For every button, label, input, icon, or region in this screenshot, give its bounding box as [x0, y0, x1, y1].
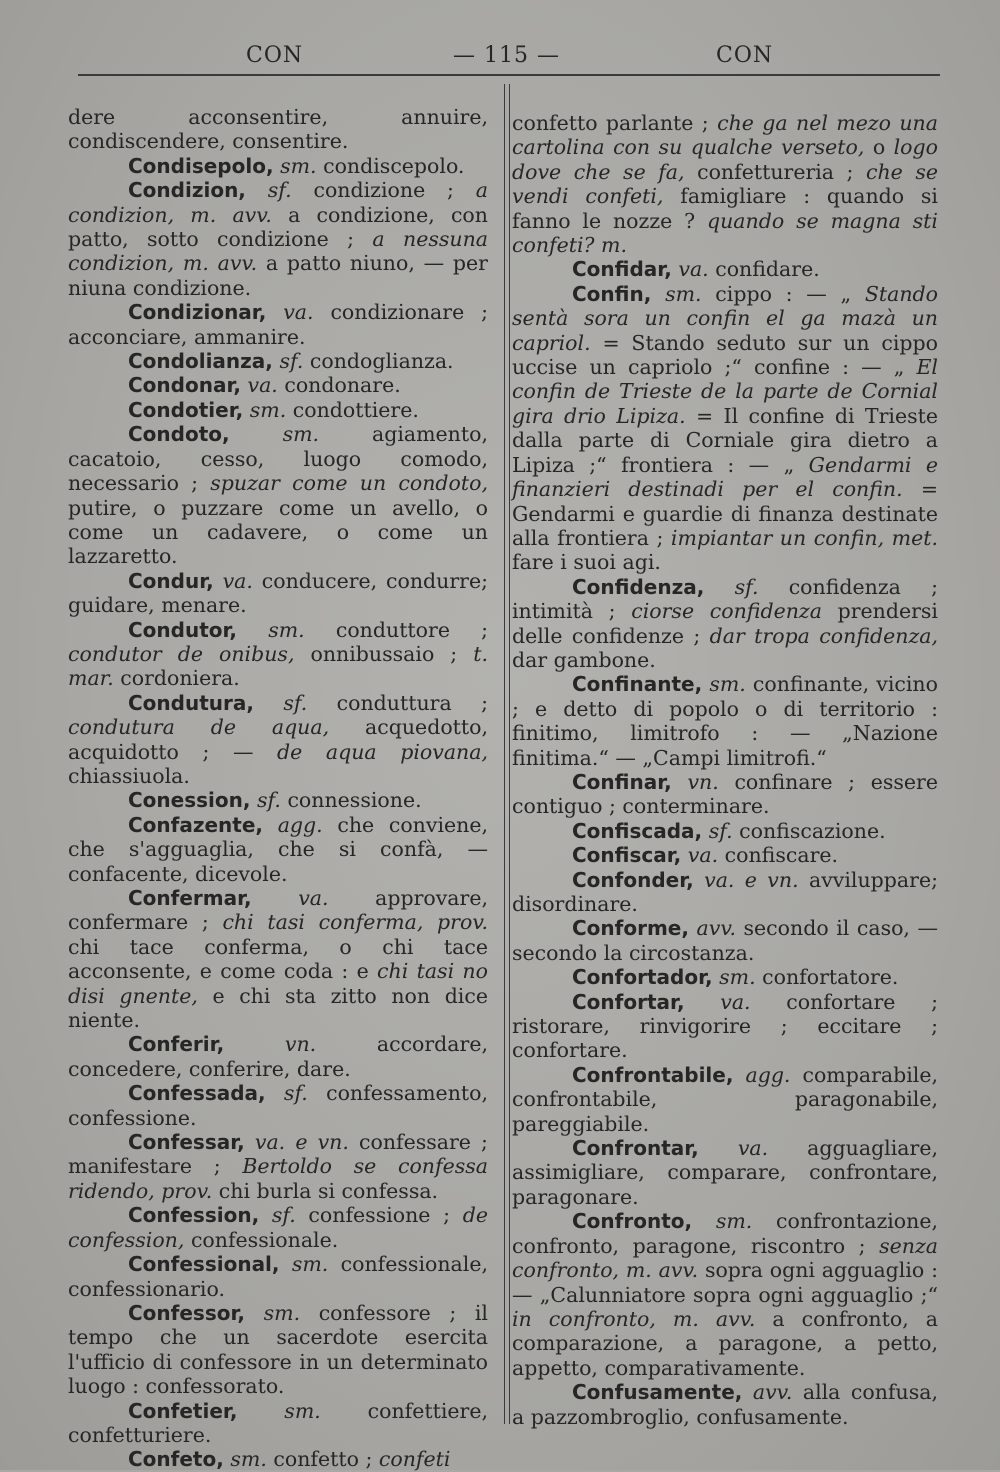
entry-headword: Confidenza, [572, 574, 705, 599]
entry-headword: Condizionar, [128, 300, 267, 325]
entry-definition: sopra ogni agguaglio : — „Calunniatore sopra ogni agguaglio ;“ [512, 1258, 938, 1307]
running-head-right: CON [716, 43, 774, 68]
entry-definition: confortatore. [762, 965, 899, 990]
entry-grammar: sf. [734, 574, 759, 599]
dictionary-entry [512, 575, 938, 673]
entry-example: impiantar un confin, met. [670, 525, 938, 550]
entry-example: che se vendi confeti, [512, 159, 938, 209]
entry-headword: Confonder, [572, 867, 694, 892]
entry-definition: dere acconsentire, annuire, condiscendere, consentire. [68, 105, 488, 154]
entry-grammar: vn. [284, 1032, 317, 1057]
entry-definition: agguagliare, assimigliare, comparare, confrontare, paragonare. [512, 1136, 938, 1209]
entry-grammar: sm. [230, 1447, 267, 1472]
entry-example: senza confronto, m. avv. [512, 1233, 938, 1283]
dictionary-entry [68, 886, 488, 1032]
entry-definition: approvare, confermare ; [68, 886, 488, 935]
entry-example: ciorse confidenza [631, 599, 822, 624]
entry-definition: confessionale, confessionario. [68, 1252, 488, 1301]
dictionary-entry [68, 691, 488, 789]
dictionary-entry [512, 819, 938, 843]
dictionary-entry [512, 965, 938, 989]
dictionary-entry [512, 1136, 938, 1209]
dictionary-entry [68, 349, 488, 373]
dictionary-entry [512, 1063, 938, 1136]
dictionary-entry [512, 1380, 938, 1429]
entry-headword: Condonar, [128, 373, 241, 398]
running-head-left: CON [246, 43, 304, 68]
entry-headword: Confessada, [128, 1081, 266, 1106]
entry-definition: condiscepolo. [323, 153, 465, 178]
entry-grammar: va. [283, 300, 314, 325]
entry-headword: Confinar, [572, 769, 672, 794]
entry-example: a nessuna condizion, m. avv. [68, 227, 488, 276]
entry-grammar: va. [222, 568, 253, 593]
dictionary-entry [68, 569, 488, 618]
entry-headword: Confermar, [128, 886, 252, 910]
entry-definition: che conviene, che s'agguaglia, che si confà, — confacente, dicevole. [68, 812, 488, 886]
entry-example: El confin de Trieste de la parte de Cornial gira drio Lipiza. [512, 355, 938, 428]
dictionary-entry [68, 398, 488, 422]
entry-headword: Confronto, [572, 1209, 693, 1234]
entry-definition: connessione. [287, 788, 422, 813]
entry-definition: confettureria ; [697, 159, 854, 184]
entry-grammar: sf. [708, 818, 733, 843]
dictionary-entry [68, 1203, 488, 1252]
entry-headword: Confessional, [128, 1252, 280, 1277]
entry-definition: conducere, condurre; guidare, menare. [68, 568, 488, 618]
entry-example: chi tasi no disi gnente, [68, 959, 488, 1008]
entry-headword: Confidar, [572, 257, 672, 282]
dictionary-entry [68, 422, 488, 568]
entry-definition: chiassiuola. [68, 763, 190, 788]
entry-headword: Confrontabile, [572, 1062, 734, 1087]
entry-grammar: agg. [277, 812, 323, 837]
entry-grammar: va. e vn. [704, 867, 799, 892]
entry-grammar: sf. [271, 1203, 296, 1228]
entry-grammar: sm. [709, 672, 746, 697]
entry-headword: Confinante, [572, 672, 703, 697]
entry-definition: conduttore ; [335, 617, 488, 642]
entry-definition: confessionale. [190, 1227, 339, 1252]
entry-example: confeti [378, 1447, 451, 1472]
entry-example: logo dove che se fa, [512, 135, 938, 184]
entry-example: Bertoldo se confessa ridendo, prov. [68, 1154, 488, 1203]
entry-example: dar tropa confidenza, [709, 623, 938, 648]
dictionary-entry [512, 868, 938, 917]
page-number: — 115 — [453, 43, 560, 68]
entry-definition: confrontazione, confronto, paragone, riscontro ; [512, 1209, 938, 1258]
dictionary-entry [68, 178, 488, 300]
entry-example: a condizion, m. avv. [68, 178, 488, 227]
entry-grammar: va. [678, 257, 709, 282]
entry-definition: avviluppare; disordinare. [512, 867, 938, 916]
dictionary-entry [68, 1081, 488, 1130]
entry-example: chi tasi conferma, prov. [222, 910, 488, 935]
entry-example: t. mar. [68, 641, 488, 691]
entry-definition: confessamento, confessione. [68, 1081, 488, 1130]
entry-definition: confessore ; il tempo che un sacerdote esercita l'ufficio di confessore in un determinato luogo : confessorato. [68, 1300, 488, 1399]
entry-definition: cordoniera. [120, 666, 240, 691]
entry-definition: confinare ; essere contiguo ; conterminare. [512, 769, 938, 819]
entry-grammar: sm. [291, 1252, 329, 1277]
entry-headword: Condizion, [128, 178, 246, 203]
entry-grammar: sf. [283, 690, 308, 715]
entry-headword: Confiscada, [572, 818, 703, 843]
entry-headword: Condutor, [128, 617, 238, 642]
dictionary-entry [512, 990, 938, 1063]
left-column [68, 105, 488, 1472]
entry-headword: Condolianza, [128, 349, 273, 374]
entry-definition: = Stando seduto sur un cippo uccise un capriolo ;“ confine : — „ [512, 330, 938, 380]
entry-headword: Conferir, [128, 1032, 225, 1057]
entry-grammar: avv. [696, 916, 736, 941]
dictionary-entry [68, 788, 488, 812]
entry-example: Gendarmi e finanzieri destinadi per el confin. [512, 452, 938, 502]
entry-headword: Confeto, [128, 1447, 224, 1472]
entry-definition: confetto parlante ; [512, 111, 709, 135]
entry-definition: confinante, vicino ; e detto di popolo o di territorio : finitimo, limitrofo : — „Nazione finitima.“ — „Campi limitrofi.“ [512, 672, 938, 770]
entry-definition: conduttura ; [336, 690, 488, 715]
entry-definition: confessione ; [308, 1203, 451, 1228]
entry-definition: confiscazione. [739, 818, 886, 843]
entry-example: de aqua piovana, [277, 739, 489, 764]
entry-definition: secondo il caso, — secondo la circostanza. [512, 916, 938, 965]
entry-grammar: sm. [719, 965, 756, 990]
dictionary-entry [68, 1032, 488, 1081]
entry-grammar: sf. [267, 178, 292, 203]
entry-headword: Confortador, [572, 965, 713, 990]
entry-definition: condonare. [284, 373, 401, 398]
entry-example: che ga nel mezo una cartolina con su qualche verseto, [512, 111, 938, 160]
entry-example: condutura de aqua, [68, 715, 330, 740]
dictionary-entry [68, 618, 488, 691]
entry-grammar: sm. [665, 281, 702, 306]
entry-definition: prendersi delle confidenze ; [512, 599, 938, 648]
entry-definition: famigliare : quando si fanno le nozze ? [512, 184, 938, 233]
entry-example: Stando sentà sora un confin el ga mazà un capriol. [512, 281, 938, 355]
entry-grammar: sm. [249, 397, 287, 422]
entry-grammar: vn. [687, 769, 719, 794]
dictionary-entry [68, 105, 488, 154]
dictionary-entry [68, 1252, 488, 1301]
entry-headword: Confortar, [572, 989, 685, 1014]
entry-definition: putire, o puzzare come un avello, o come un cadavere, o come un lazzaretto. [68, 495, 488, 569]
entry-headword: Condutura, [128, 690, 254, 715]
entry-grammar: sf. [279, 349, 304, 374]
entry-headword: Confetier, [128, 1398, 238, 1423]
entry-grammar: va. [247, 373, 278, 398]
dictionary-entry [68, 813, 488, 886]
dictionary-entry [68, 1399, 488, 1448]
entry-definition: a confronto, a comparazione, a paragone, a petto, appetto, comparativamente. [512, 1306, 938, 1380]
right-column [512, 111, 938, 1429]
dictionary-entry [512, 257, 938, 281]
entry-headword: Confessar, [128, 1130, 245, 1155]
column-divider [509, 84, 510, 1424]
dictionary-entry [512, 843, 938, 867]
entry-definition: comparabile, confrontabile, paragonabile, pareggiabile. [512, 1062, 938, 1136]
entry-headword: Condisepolo, [128, 153, 274, 178]
entry-definition: fare i suoi agi. [512, 550, 661, 575]
dictionary-entry [512, 111, 938, 257]
entry-grammar: sf. [257, 788, 281, 813]
entry-grammar: sm. [280, 153, 317, 178]
entry-definition: condizionare ; acconciare, ammanire. [68, 300, 488, 349]
entry-headword: Conession, [128, 788, 251, 813]
entry-example: spuzar come un condoto, [210, 471, 488, 496]
entry-definition: confetto ; [273, 1447, 373, 1472]
dictionary-entry [512, 1209, 938, 1380]
dictionary-entry [68, 1301, 488, 1399]
entry-definition: = Il confine di Trieste dalla parte di Corniale gira dietro a Lipiza ;“ frontiera : — „ [512, 403, 938, 477]
entry-headword: Confession, [128, 1203, 260, 1228]
entry-definition: o [872, 135, 886, 160]
entry-definition: condizione ; [313, 178, 454, 203]
entry-definition: confiscare. [724, 843, 839, 868]
entry-grammar: agg. [745, 1062, 791, 1087]
dictionary-entry [68, 373, 488, 397]
entry-definition: dar gambone. [512, 647, 656, 672]
header-rule [78, 74, 940, 76]
entry-grammar: sm. [263, 1300, 301, 1325]
entry-definition: = Gendarmi e guardie di finanza destinate alla frontiera ; [512, 477, 938, 550]
entry-definition: condoglianza. [309, 349, 454, 374]
entry-definition: cippo : — „ [715, 281, 852, 306]
entry-grammar: avv. [752, 1380, 793, 1405]
entry-definition: chi tace conferma, o chi tace acconsente, e come coda : e [68, 934, 488, 984]
entry-headword: Condotier, [128, 397, 244, 422]
dictionary-entry [68, 1447, 488, 1471]
entry-definition: e chi sta zitto non dice niente. [68, 983, 488, 1033]
entry-example: in confronto, m. avv. [512, 1306, 756, 1331]
entry-headword: Conforme, [572, 916, 689, 941]
entry-definition: acquedotto, acquidotto ; — [68, 715, 488, 764]
dictionary-entry [68, 154, 488, 178]
entry-grammar: sm. [282, 422, 320, 447]
entry-definition: agiamento, cacatoio, cesso, luogo comodo, necessario ; [68, 422, 488, 496]
entry-definition: onnibussaio ; [310, 641, 458, 666]
entry-grammar: sm. [268, 617, 305, 642]
entry-headword: Confessor, [128, 1300, 245, 1325]
entry-example: de confession, [68, 1203, 488, 1252]
entry-grammar: va. [687, 843, 719, 868]
entry-headword: Condur, [128, 568, 214, 593]
entry-definition: chi burla si confessa. [218, 1178, 439, 1203]
entry-grammar: va. [737, 1136, 769, 1161]
entry-headword: Condoto, [128, 422, 230, 447]
entry-headword: Confrontar, [572, 1136, 699, 1161]
entry-definition: a condizione, con patto, sotto condizione ; [68, 202, 488, 252]
entry-grammar: va. [720, 989, 751, 1014]
entry-definition: condottiere. [292, 397, 419, 422]
entry-definition: confettiere, confetturiere. [68, 1398, 488, 1447]
entry-grammar: va. [298, 886, 329, 910]
dictionary-entry [512, 282, 938, 575]
entry-definition: confessare ; manifestare ; [68, 1130, 488, 1179]
dictionary-entry [68, 1130, 488, 1203]
entry-definition: confidare. [715, 257, 820, 282]
entry-grammar: va. e vn. [254, 1130, 349, 1155]
entry-grammar: sm. [715, 1209, 753, 1234]
entry-example: quando se magna sti confeti? m. [512, 208, 938, 258]
entry-definition: alla confusa, a pazzombroglio, confusamente. [512, 1380, 938, 1429]
entry-definition: confidenza ; intimità ; [512, 574, 938, 624]
dictionary-entry [512, 916, 938, 965]
entry-headword: Confin, [572, 281, 652, 306]
dictionary-entry [68, 300, 488, 349]
entry-definition: confortare ; ristorare, rinvigorire ; eccitare ; confortare. [512, 989, 938, 1063]
dictionary-entry [512, 672, 938, 770]
entry-grammar: sm. [284, 1398, 321, 1423]
entry-headword: Confusamente, [572, 1380, 743, 1405]
column-divider [504, 84, 505, 1424]
entry-headword: Confiscar, [572, 843, 682, 868]
entry-definition: accordare, concedere, conferire, dare. [68, 1032, 488, 1081]
entry-example: condutor de onibus, [68, 641, 295, 666]
dictionary-entry [512, 770, 938, 819]
entry-headword: Confazente, [128, 812, 264, 837]
entry-definition: a patto niuno, — per niuna condizione. [68, 251, 488, 300]
entry-grammar: sf. [283, 1081, 308, 1106]
